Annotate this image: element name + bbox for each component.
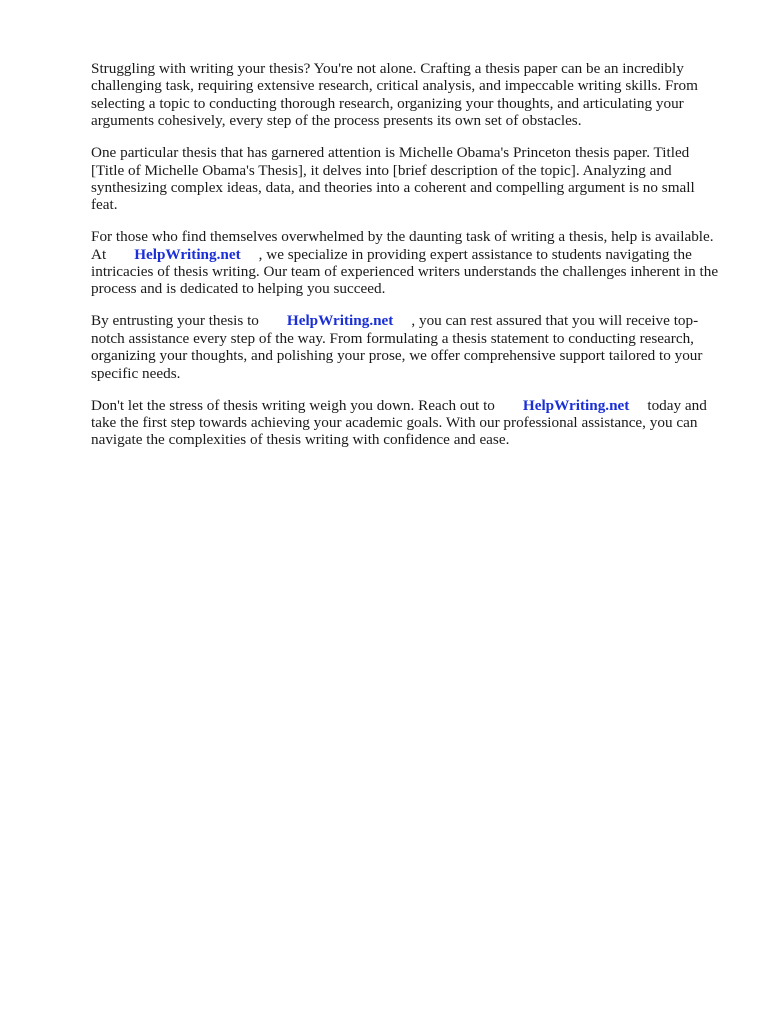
paragraph-text-after: , we specialize in providing expert assistance to students navigating the intricacies of thesis writing. Our team of experienced writers understands the challenges inherent in the process and is dedicated to helping you succeed. [91, 245, 719, 298]
paragraph-obama-thesis [91, 144, 721, 214]
paragraph-text: Struggling with writing your thesis? You're not alone. Crafting a thesis paper can be an incredibly challenging task, requiring extensive research, critical analysis, and impeccable writing skills. From selecting a topic to conducting thorough research, organizing your thoughts, and articulating your arguments cohesively, every step of the process presents its own set of obstacles. [91, 60, 698, 130]
paragraph-help-available [91, 228, 721, 298]
paragraph-intro [91, 60, 721, 130]
paragraph-text-before: For those who find themselves overwhelmed by the daunting task of writing a thesis, help is available. At [91, 228, 714, 263]
paragraph-text-after: today and take the first step towards achieving your academic goals. With our professional assistance, you can navigate the complexities of thesis writing with confidence and ease. [91, 396, 707, 449]
document-body [91, 60, 721, 463]
paragraph-reach-out [91, 397, 721, 449]
helpwriting-link[interactable]: HelpWriting.net [134, 245, 241, 263]
paragraph-text-before: Don't let the stress of thesis writing weigh you down. Reach out to [91, 396, 495, 414]
paragraph-text-before: By entrusting your thesis to [91, 312, 259, 330]
helpwriting-link[interactable]: HelpWriting.net [522, 396, 630, 414]
paragraph-entrusting [91, 312, 721, 382]
helpwriting-link[interactable]: HelpWriting.net [286, 312, 394, 330]
paragraph-text: One particular thesis that has garnered attention is Michelle Obama's Princeton thesis paper. Titled [Title of Michelle Obama's Thesis], it delves into [brief description of the topic]. Analyzing and synthesizing complex ideas, data, and theories into a coherent and compelling argument is no small feat. [91, 144, 695, 214]
paragraph-text-after: , you can rest assured that you will receive top-notch assistance every step of the way. From formulating a thesis statement to conducting research, organizing your thoughts, and polishing your prose, we offer comprehensive support tailored to your specific needs. [91, 312, 703, 382]
